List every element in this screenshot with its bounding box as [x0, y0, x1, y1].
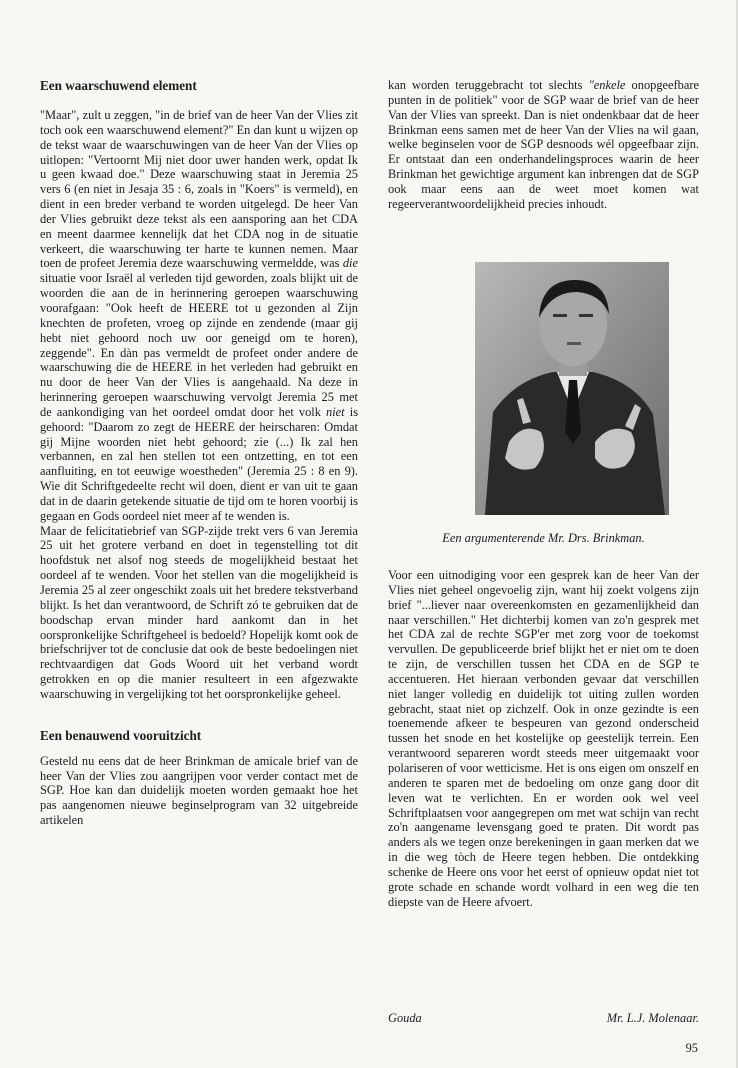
emphasis: niet — [326, 404, 345, 419]
photo-caption: Een argumenterende Mr. Drs. Brinkman. — [442, 531, 645, 545]
text-span: onopgeefbare punten in de politiek" voor de SGP waar de brief van de heer Van der Vlies van spreekt. Dan is niet ondenkbaar dat de heer Brinkman eens samen met de heer Van der Vlies na wil gaan, welke beginselen voor de SGP desnoods wél opgeefbaar zijn. Er ontstaat dan een onderhandelingsproces waarin de heer Brinkman het gewichtige argument kan inbrengen dat de SGP ook maar eens aan de weet moet komen wat regeerverantwoordelijkheid precies inhoudt. — [388, 78, 699, 211]
section-heading-warning: Een waarschuwend element — [40, 78, 197, 93]
paragraph — [40, 108, 358, 524]
portrait-illustration — [475, 262, 669, 515]
paragraph: Maar de felicitatiebrief van SGP-zijde trekt vers 6 van Jeremia 25 uit het grotere verband en doet in tegenstelling tot dit hoofdstuk net alsof nog steeds de mogelijkheid bestaat het oordeel af te wenden. Voor het stellen van die mogelijkheid is Jeremia 25 al zeer ongeschikt zoals uit het bredere tekstverband blijkt. Is het dan verantwoord, de Schrift zó te gebruiken dat de boodschap ervan minder hard aankomt dan in het oorspronkelijke Schriftgeheel is bedoeld? Hopelijk komt ook de briefschrijver tot de conclusie dat ook de beste bedoelingen niet rechtvaardigen dat Gods Woord uit het verband wordt getrokken en op die manier resulteert in een afgezwakte waarschuwing in vergelijking tot het oorspronkelijke geheel. — [40, 523, 358, 701]
section-heading-prospect: Een benauwend vooruitzicht — [40, 727, 202, 743]
text-span: kan worden teruggebracht tot slechts — [388, 78, 583, 92]
paragraph: Gesteld nu eens dat de heer Brinkman de amicale brief van de heer Van der Vlies zou aangrijpen voor verder contact met de SGP. Hoe kan dan duidelijk moeten worden gemaakt hoe het pas aangenomen nieuwe beginselprogram van 32 uitgebreide artikelen — [40, 753, 358, 828]
emphasis: "enkele — [588, 78, 626, 92]
text-span: is gehoord: "Daarom zo zegt de HEERE der heirscharen: Omdat gij Mijne woorden niet hebt gehoord; zie (...) Ik zal hen verbannen, en zal hen stellen tot een ontzetting, en tot een aanfluiting, en tot eeuwige woestheden" (Jeremia 25 : 8 en 9). Wie dit Schriftgedeelte recht wil doen, dient er van uit te gaan dat in de daarin getekende situatie de tijd om te horen voorbij is gegaan en Gods oordeel niet meer af te wenden is. — [40, 404, 359, 523]
text-span: situatie voor Israël al verleden tijd geworden, zoals blijkt uit de woorden die aan de in herinnering geroepen waarschuwing voorafgaan: "Ook heeft de HEERE tot u gezonden al Zijn knechten de profeten, vroeg op zijnde en zendende (maar gij hebt niet gehoord noch uw oor geneigd om te horen), zeggende". En dàn pas vermeldt de profeet onder andere de waarschuwing die de HEERE in het verleden had gebruikt en nu door de heer Van der Vlies is aangehaald. Na deze in herinnering geroepen waarschuwing vervolgt Jeremia 25 met de aankondiging van het oordeel omdat door het volk — [40, 271, 358, 419]
right-column-top — [388, 78, 699, 212]
portrait-photo — [475, 262, 669, 515]
right-column-bottom — [388, 568, 699, 909]
place-name: Gouda — [388, 1011, 422, 1025]
left-column — [40, 78, 358, 828]
text-span: "Maar", zult u zeggen, "in de brief van de heer Van der Vlies zit toch ook een waarschuwend element?" En dan kunt u wijzen op de tekst waar de waarschuwingen van de heer Van der Vlies op uitlopen: "Vertoornt Mij niet door uwer handen werk, opdat Ik u geen kwaad doe." Deze waarschuwing staat in Jeremia 25 vers 6 (en niet in Jesaja 35 : 6, zoals in "Koers" is vermeld), en dient in een breder verband te worden uitgelegd. De heer Van der Vlies gebruikt deze tekst als een aansporing aan het CDA en meent daarmee kennelijk dat het CDA nog in de situatie verkeert, die waarschuwing ter harte te kunnen nemen. Maar toen de profeet Jeremia deze waarschuwing vermeldde, was — [40, 108, 358, 271]
paragraph — [388, 78, 699, 212]
paragraph: Voor een uitnodiging voor een gesprek kan de heer Van der Vlies niet geheel ongevoelig zijn, want hij zoekt volgens zijn brief "...liever naar overeenkomsten en gezamenlijkheid dan naar verschillen." Het dichterbij komen van zo'n gesprek met het CDA zal de rechte SGP'er met zorg voor de toekomst vervullen. De gepubliceerde brief blijkt het er niet om te doen te zijn, de verschillen tussen het CDA en de SGP te accentueren. Het hieraan verbonden gevaar dat verschillen niet langer volledig en duidelijk tot uiting zullen worden gebracht, staat niet op zichzelf. Ook in onze gezindte is een toenemende afkeer te bespeuren van gezond onderscheid tussen het snode en het kostelijke op geestelijk terrein. Een verantwoord separeren wordt steeds meer uitgemaakt voor polariseren of voor wetticisme. Het is ons eigen om onszelf en anderen te sparen met de bedoeling om onze gang door dit leven wat te verlichten. En er worden ook wel veel Schriftplaatsen voor aangegrepen om met wat schijn van recht zo'n aangename levensgang goed te praten. Dit wordt pas anders als we tegen onze berekeningen in gaan merken dat we in die weg tòch de Heere tegen hebben. Die ontdekking schenke de Heere ons voor het eerst of opnieuw opdat niet tot grote schade en schande wordt volhard in een weg die ten diepste van de Heere afvoert. — [388, 568, 699, 909]
author-name: Mr. L.J. Molenaar. — [606, 1011, 699, 1025]
emphasis: die — [342, 256, 358, 271]
page-number: 95 — [685, 1041, 698, 1055]
